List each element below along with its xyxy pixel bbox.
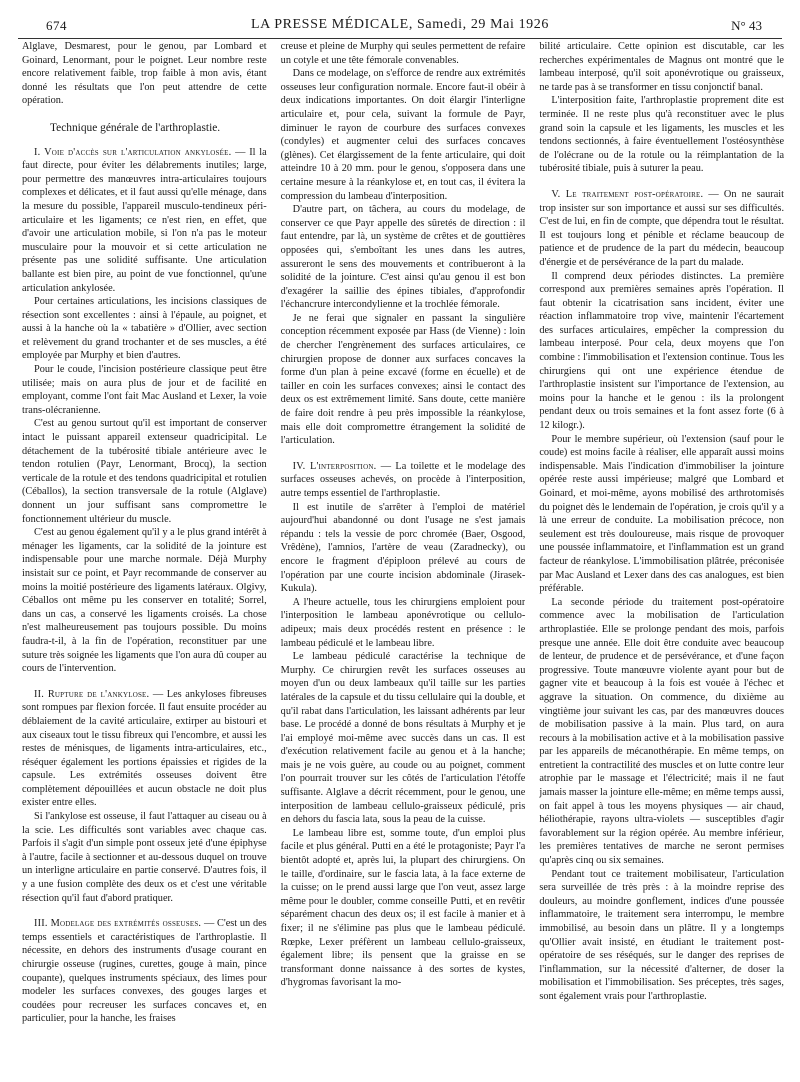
column-left: [22, 40, 267, 1082]
paragraph: Il comprend deux périodes distinctes. La première correspond aux premières semaines après l'opération. Il faut obtenir la cicatrisation sans incident, éviter une réaction inflammatoire trop vive, maintenir l'écartement des surfaces articulaires, empêcher la compression du lambeau interposé. Pour cela, deux moyens que l'on combine : l'immobilisation et l'extension continue. Tous les chirurgiens qui ont une expérience étendue de l'arthroplastie insistent sur l'importance de l'extension, au moins pour la hanche et le genou : ils la prolongent pendant deux ou trois semaines et la font assez forte (6 à 12 kilogr.).: [539, 270, 785, 432]
paragraph: D'autre part, on tâchera, au cours du modelage, de conserver ce que Payr appelle des sûretés de direction : il faut entendre, par là, un système de crêtes et de gouttières opposées qui, s'emboîtant les unes dans les autres, assureront le sens des mouvements et contribueront à la solidité de la jointure. C'est ainsi qu'au genou il est bon d'exagérer la saillie des épines tibiales, d'approfondir l'échancrure intercondylienne et la trochlée fémorale.: [280, 204, 526, 311]
paragraph: Dans ce modelage, on s'efforce de rendre aux extrémités osseuses leur configuration normale. Encore faut-il obéir à deux indications importantes. On doit élargir l'interligne articulaire et, pour cela, suivant la formule de Payr, diminuer le rayon de courbure des surfaces convexes (condyles) et augmenter celui des surfaces concaves (glènes). Cet élargissement de la fente articulaire, qui doit atteindre 10 à 20 mm. pour le genou, s'opposera dans une certaine mesure à la réankylose et, en tout cas, il évitera la compression du lambeau d'interposition.: [280, 68, 526, 202]
column-middle: [281, 40, 526, 1082]
paragraph-text: — C'est un des temps essentiels et caractéristiques de l'arthroplastie. Il nécessite, en dehors des instruments d'usage courant en chirurgie osseuse (rugines, curettes, gouge à main, pince coupante), quelques instruments spéciaux, des limes pour modeler les surfaces convexes, des gouges larges et coudées pour recreuser les surfaces concaves et, en particulier, pour la hanche, les fraises: [22, 918, 267, 1025]
paragraph: Pendant tout ce traitement mobilisateur, l'articulation sera surveillée de très près : à la moindre reprise des douleurs, au moindre gonflement, indices d'une poussée inflammatoire, le traitement sera interrompu, le membre immobilisé, au besoin dans un plâtre. Il y a longtemps qu'Ollier avait insisté, en étudiant le traitement post-opératoire de ses réséqués, sur le danger des reprises de l'inflammation, sur la nécessité d'alterner, de doser la mobilisation et l'immobilisation. Ses préceptes, très sages, sont également vrais pour l'arthroplastie.: [539, 868, 785, 1002]
paragraph: Il est inutile de s'arrêter à l'emploi de matériel aujourd'hui abandonné ou dont l'usage ne s'est jamais répandu : tels la vessie de porc chromée (Baer, Osgood, Vrêdène), l'amnios, l'artère de veau (Zaradnecky), ou encore le fragment d'épiploon prélevé au cours de l'opération par une courte incision abdominale (Jirasek-Kukula).: [280, 501, 526, 595]
spacer: [539, 176, 784, 188]
subsection-heading: III. Modelage des extrémités osseuses.: [34, 918, 202, 930]
text-columns: [22, 40, 784, 1082]
paragraph: Si l'ankylose est osseuse, il faut l'attaquer au ciseau ou à la scie. Les difficultés sont variables avec chaque cas. Parfois il s'agit d'un simple pont osseux jeté d'une épiphyse à l'autre, facile à sectionner et au-dessous duquel on trouve un interligne articulaire en partie conservé. D'autres fois, il y a une fusion complète des deux os et c'est une véritable résection qu'il faut d'abord pratiquer.: [22, 811, 267, 904]
paragraph-text: — Il la faut directe, pour éviter les délabrements inutiles; large, pour permettre des manœuvres intra-articulaires toujours complexes et délicates, et il faut aussi qu'elle ménage, dans la mesure du possible, l'appareil musculo-tendineux péri-articulaire et les ligaments; ce n'est rien, en effet, que d'avoir une articulation mobile, si l'on n'a pas le moteur musculaire pour la mouvoir et si cette articulation ne présente pas une solidité suffisante. Une articulation ballante est bien pire, au point de vue fonctionnel, qu'une articulation ankylosée.: [22, 146, 267, 294]
paragraph: C'est au genou également qu'il y a le plus grand intérêt à ménager les ligaments, car la solidité de la jointure est indispensable pour une marche normale. Déjà Murphy insistait sur ce point, et Payr recommande de conserver au moins la moitié postérieure des ligaments latéraux. Olgivy, Céballos ont même pu les conserver en totalité; Sorrel, dans un cas, a conservé les ligaments croisés. La chose n'est malheureusement pas toujours possible. Du moins faudra-t-il, à la fin de l'opération, reconstituer par une suture très soignée les ligaments que l'on aura dû couper au cours de l'intervention.: [22, 527, 267, 675]
issue-number: N° 43: [731, 18, 762, 33]
section-title: Technique générale de l'arthroplastie.: [50, 121, 221, 134]
subsection-heading: V. Le traitement post-opératoire.: [551, 188, 704, 200]
paragraph: Pour le membre supérieur, où l'extension (sauf pour le coude) est moins facile à réaliser, elle apparaît aussi moins indispensable. Mais l'indication d'immobiliser la jointure opérée reste aussi impérieuse; malgré que Lombard et Goinard, et moi-même, ayons mobilisé des arthrotomisés du poignet dès le lendemain de l'opération, je crois qu'il y a là une erreur de conduite. La mobilisation précoce, non seulement est très douloureuse, mais risque de provoquer une poussée inflammatoire, et l'inflammation est un grand facteur de réankylose. L'immobilisation plâtrée, préconisée par Mac Ausland et Lexer dans des cas analogues, est bien préférable.: [539, 433, 785, 595]
paragraph: La seconde période du traitement post-opératoire commence avec la mobilisation de l'articulation arthroplastiée. Elle se prolonge pendant des mois, parfois presque une année. Elle doit être conduite avec beaucoup de lenteur, de prudence et de persévérance, et d'une façon progressive. Toute manœuvre violente ayant pour but de gagner vite et beaucoup à la fois est vouée à l'échec et aggrave la situation. On commence, du dixième au vingtième jour suivant les cas, par des manœuvres douces de mobilisation passive à la main. Plus tard, on aura recours à la mobilisation active et à la mobilisation passive par les appareils de mécanothérapie. En même temps, on entretient la contractilité des muscles et on lutte contre leur atrophie par le massage et l'électricité; mais il ne faut jamais masser la jointure elle-même; en même temps aussi, on fait appel à tous les moyens physiques — air chaud, héliothérapie, rayons ultra-violets — susceptibles d'agir favorablement sur la région opérée. Au membre inférieur, les premières tentatives de marche ne seront permises qu'après cinq ou six semaines.: [539, 596, 785, 867]
page-number: 674: [46, 18, 67, 33]
paragraph: bilité articulaire. Cette opinion est discutable, car les recherches expérimentales de Magnus ont montré que le lambeau interposé, qu'il soit aponévrotique ou graisseux, ne tarde pas à se transformer en tissu conjonctif banal.: [539, 41, 785, 93]
paragraph: Je ne ferai que signaler en passant la singulière conception récemment exposée par Hass (de Vienne) : loin de chercher l'engrènement des surfaces articulaires, ce chirurgien propose de donner aux surfaces concaves la forme d'un plan à peine excavé (forme en écuelle) et de tailler en coin les surfaces convexes; ainsi le contact des deux os est extrêmement limité. Sans doute, cette manière de faire doit rendre à peu près impossible la réankylose, mais elle doit compromettre étrangement la solidité de l'articulation.: [280, 312, 526, 447]
paragraph: Pour le coude, l'incision postérieure classique peut être utilisée; mais on aura plus de jour et de facilité en employant, comme l'ont fait Mac Ausland et Lexer, la voie trans-olécranienne.: [22, 364, 267, 416]
paragraph: C'est au genou surtout qu'il est important de conserver intact le puissant appareil extenseur quadricipital. Le détachement de la tubérosité tibiale antérieure avec le tendon rotulien (Payr, Lenormant, Brocq), la section verticale de la rotule et des tendons quadricipital et rotulien (Céballos), la section transversale de la rotule (Alglave) donnent un jour suffisant sans compromettre le fonctionnement ultérieur du muscle.: [22, 418, 267, 525]
paragraph: L'interposition faite, l'arthroplastie proprement dite est terminée. Il ne reste plus qu'à reconstituer avec le plus grand soin la capsule et les ligaments, les muscles et les tendons sectionnés, à faire éventuellement l'ostéosynthèse de l'olécrane ou de la rotule ou la réimplantation de la tubérosité tibiale, puis à suturer la peau.: [539, 95, 785, 175]
paragraph: Le lambeau pédiculé caractérise la technique de Murphy. Ce chirurgien revêt les surfaces osseuses au moyen d'un ou deux lambeaux qu'il taille sur les parties latérales de la capsule et du tissu cellulaire qui la double, et qu'il rabat dans l'articulation, les laissant adhérents par leur base. Le procédé a donné de bons résultats à Murphy et je l'ai employé moi-même avec succès dans un cas. Il est d'exécution relativement facile au genou et à la hanche; mais je ne vois guère, au coude ou au poignet, comment l'on pourrait trouver sur les côtés de l'articulation l'étoffe suffisante. Alglave a décrit récemment, pour le genou, une interposition de lambeau cellulo-graisseux pédiculé, pris en dehors du fascia lata, sous la peau de la cuisse.: [280, 651, 526, 826]
spacer: [22, 905, 267, 917]
paragraph: A l'heure actuelle, tous les chirurgiens emploient pour l'interposition le lambeau aponévrotique ou cellulo-adipeux; mais deux procédés restent en présence : le lambeau pédiculé et le lambeau libre.: [280, 596, 526, 649]
paragraph: Pour certaines articulations, les incisions classiques de résection sont excellentes : ainsi à l'épaule, au poignet, et aussi à la hanche où la « tabatière » d'Ollier, avec section et relèvement du grand trochanter et de ses muscles, a été employée par Murphy et bien d'autres.: [22, 296, 267, 362]
paragraph: creuse et pleine de Murphy qui seules permettent de refaire un cotyle et une tête fémorale convenables.: [280, 41, 526, 66]
column-right: [539, 40, 784, 1082]
subsection-heading: II. Rupture de l'ankylose.: [34, 688, 150, 700]
paragraph: [539, 188, 784, 270]
paragraph: [22, 688, 267, 810]
spacer: [281, 448, 526, 460]
running-head: [18, 16, 782, 39]
subsection-heading: IV. L'interposition.: [292, 460, 377, 472]
paragraph-text: — On ne saurait trop insister sur son importance et aussi sur ses difficultés. C'est de lui, en fin de compte, que dépendra tout le résultat. Il est toujours long et pénible et réclame beaucoup de patience et de prudence de la part du médecin, beaucoup d'énergie et de persévérance de la part du malade.: [539, 188, 785, 268]
journal-title: LA PRESSE MÉDICALE, Samedi, 29 Mai 1926: [251, 17, 549, 32]
paragraph: Alglave, Desmarest, pour le genou, par Lombard et Goinard, Lenormant, pour le poignet. Leur nombre reste encore relativement faible, trop faible à mon avis, étant donné les résultats que l'on peut attendre de cette opération.: [22, 41, 267, 107]
paragraph-text: — Les ankyloses fibreuses sont rompues par flexion forcée. Il faut ensuite procéder au déblaiement de la cavité articulaire, extirper au bistouri et aux ciseaux tout le tissu fibreux qui l'encombre, et aussi les restes de ménisques, de ligaments intra-articulaires, etc., réséquer également les portions épaissies et rigides de la capsule. Les extrémités osseuses doivent être complètement dépouillées et aucun obstacle ne doit plus exister entre elles.: [22, 688, 267, 809]
paragraph: [22, 917, 267, 1026]
spacer: [22, 676, 267, 688]
subsection-heading: I. Voie d'accès sur l'articulation ankylosée.: [34, 146, 232, 158]
paragraph: Le lambeau libre est, somme toute, d'un emploi plus facile et plus général. Putti en a été le protagoniste; Payr l'a bientôt adopté et, après lui, la plupart des chirurgiens. On le taille, d'ordinaire, sur le fascia lata, à la face externe de la cuisse; on le prend aussi large que l'on veut, assez large même pour le doubler, comme conseille Putti, et en revêtir séparément chacun des deux os; il est facile à manier et à fixer; il ne s'élimine pas plus que le lambeau pédiculé. Rœpke, Lexer préfèrent un lambeau cellulo-graisseux, également libre; ils pensent que la graisse en se transformant donne naissance à des sortes de kystes, d'hygromas favorisant la mo-: [280, 827, 526, 989]
paragraph: [281, 460, 526, 501]
paragraph: [22, 146, 267, 296]
paragraph-text: — La toilette et le modelage des surfaces osseuses achevés, on procède à l'interposition, autre temps essentiel de l'arthroplastie.: [280, 460, 526, 499]
